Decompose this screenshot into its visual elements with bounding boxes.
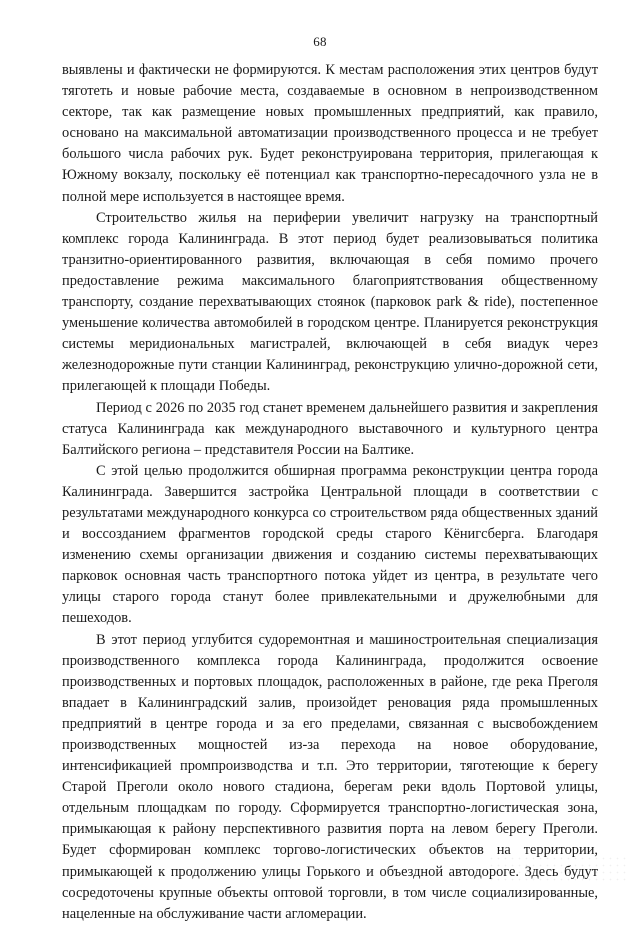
paragraph-5: В этот период углубится судоремонтная и машиностроительная специализация производственного комплекса города Калининграда, продолжится освоение производственных и портовых площадок, расположенных в районе, где река Преголя впадает в Калининградский залив, произойдет реновация ряда промышленных предприятий в центре города и за его пределами, связанная с высвобождением производственных мощностей из-за перехода на новое оборудование, интенсификацией промпроизводства и т.п. Это территории, тяготеющие к берегу Старой Преголи около нового стадиона, берегам реки вдоль Портовой улицы, отдельным площадкам по городу. Сформируется транспортно-логистическая зона, примыкающая к району перспективного развития порта на левом берегу Преголи. Будет сформирован комплекс торгово-логистических объектов на территории, примыкающей к продолжению улицы Горького и объездной автодороге. Здесь будут сосредоточены крупные объекты оптовой торговли, в том числе социализированные, нацеленные на обслуживание части агломерации.: [62, 631, 598, 922]
paragraph-2: Строительство жилья на периферии увеличит нагрузку на транспортный комплекс города Калининграда. В этот период будет реализовываться политика транзитно-ориентированного развития, включающая в себя помимо прочего предоставление режима максимального благоприятствования общественному транспорту, создание перехватывающих стоянок (парковок park & ride), постепенное уменьшение количества автомобилей в городском центре. Планируется реконструкция системы меридиональных магистралей, включающей в себя виадук через железнодорожные пути станции Калининград, реконструкцию улично-дорожной сети, прилегающей к площади Победы.: [62, 209, 598, 395]
scan-noise: [488, 855, 628, 885]
paragraph-1: выявлены и фактически не формируются. К местам расположения этих центров будут тяготеть и новые рабочие места, создаваемые в основном в непроизводственном секторе, так как размещение новых промышленных предприятий, как правило, основано на максимальной автоматизации производственного процесса и не требует большого числа рабочих рук. Будет реконструирована территория, прилегающая к Южному вокзалу, поскольку её потенциал как транспортно-пересадочного узла не в полной мере используется в настоящее время.: [62, 62, 598, 205]
paragraph-3: Период с 2026 по 2035 год станет временем дальнейшего развития и закрепления статуса Калининграда как международного выставочного и культурного центра Балтийского региона – представителя России на Балтике.: [62, 399, 598, 458]
page-body: [62, 60, 598, 925]
paragraph-4: С этой целью продолжится обширная программа реконструкции центра города Калининграда. Завершится застройка Центральной площади в соответствии с результатами международного конкурса со строительством ряда общественных зданий и воссозданием фрагментов городской среды старого Кёнигсберга. Благодаря изменению схемы организации движения и созданию системы перехватывающих парковок основная часть транспортного потока уйдет из центра, в результате чего улицы старого города станут более привлекательными и дружелюбными для пешеходов.: [62, 462, 598, 627]
page-number: 68: [313, 34, 327, 49]
